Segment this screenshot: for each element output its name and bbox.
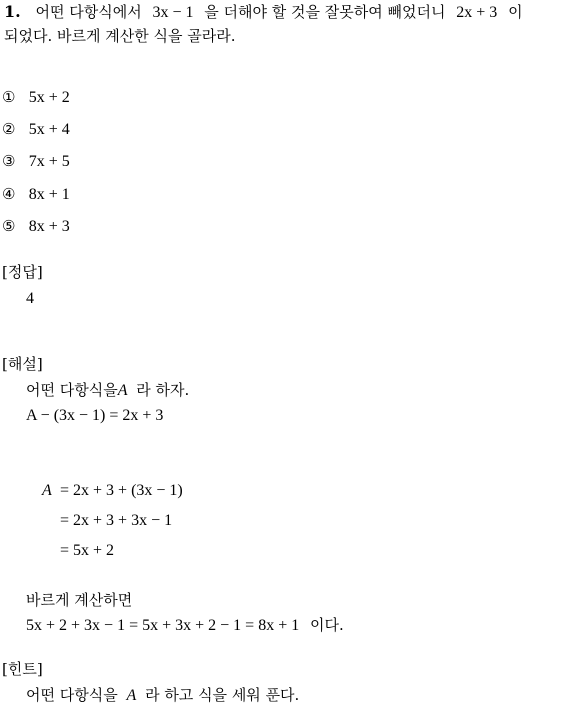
choice-1-mark: ① — [2, 88, 16, 106]
choice-2-mark: ② — [2, 120, 16, 138]
explanation-text-2: 바르게 계산하면 — [26, 591, 133, 609]
explanation-eq-5: 5x + 2 + 3x − 1 = 5x + 3x + 2 − 1 = 8x + 1 — [26, 617, 300, 634]
explanation-eq-4-rhs: = 5x + 2 — [60, 542, 115, 559]
explanation-header: [해설] — [2, 355, 43, 373]
hint-text — [26, 685, 299, 706]
choice-1[interactable] — [2, 87, 70, 108]
answer-value: 4 — [26, 290, 34, 307]
question-text-1c: 이 — [508, 3, 523, 21]
choice-3-text: 7x + 5 — [28, 153, 70, 170]
choice-2[interactable] — [2, 119, 70, 140]
question-number: 1. — [4, 2, 21, 21]
question-text-1b: 을 더해야 할 것을 잘못하여 빼었더니 — [204, 3, 446, 21]
choice-1-text: 5x + 2 — [28, 89, 70, 106]
explanation-line-5 — [26, 615, 344, 636]
explanation-eq-5-suffix: 이다. — [310, 616, 344, 634]
choice-4-text: 8x + 1 — [28, 186, 70, 203]
explanation-eq-3-rhs: = 2x + 3 + 3x − 1 — [60, 512, 173, 529]
explanation-text-1a: 어떤 다항식을 — [26, 381, 118, 399]
explanation-eq-2-rhs: = 2x + 3 + (3x − 1) — [60, 482, 183, 499]
explanation-eq-2-lhs: A — [42, 482, 52, 499]
choice-3-mark: ③ — [2, 152, 16, 170]
choice-4[interactable] — [2, 184, 70, 205]
hint-text-b: 라 하고 식을 세워 푼다. — [145, 686, 300, 704]
answer-header: [정답] — [2, 263, 43, 281]
choice-4-mark: ④ — [2, 185, 16, 203]
choice-5-mark: ⑤ — [2, 217, 16, 235]
question-text-1a: 어떤 다항식에서 — [35, 3, 142, 21]
hint-text-a: 어떤 다항식을 — [26, 686, 118, 704]
explanation-text-1b: 라 하자. — [136, 381, 190, 399]
hint-var-a: A — [126, 687, 137, 704]
explanation-var-a: A — [117, 382, 128, 399]
question-line-2: 되었다. 바르게 계산한 식을 골라라. — [4, 27, 236, 45]
choice-3[interactable] — [2, 151, 70, 172]
hint-header: [힌트] — [2, 660, 43, 678]
explanation-line-1 — [26, 380, 189, 401]
choice-2-text: 5x + 4 — [28, 121, 70, 138]
question-expr-2: 2x + 3 — [456, 4, 498, 21]
question-line-1 — [4, 2, 523, 23]
question-expr-1: 3x − 1 — [152, 4, 194, 21]
choice-5[interactable] — [2, 216, 70, 237]
explanation-eq-1: A − (3x − 1) = 2x + 3 — [26, 407, 164, 424]
choice-5-text: 8x + 3 — [28, 218, 70, 235]
